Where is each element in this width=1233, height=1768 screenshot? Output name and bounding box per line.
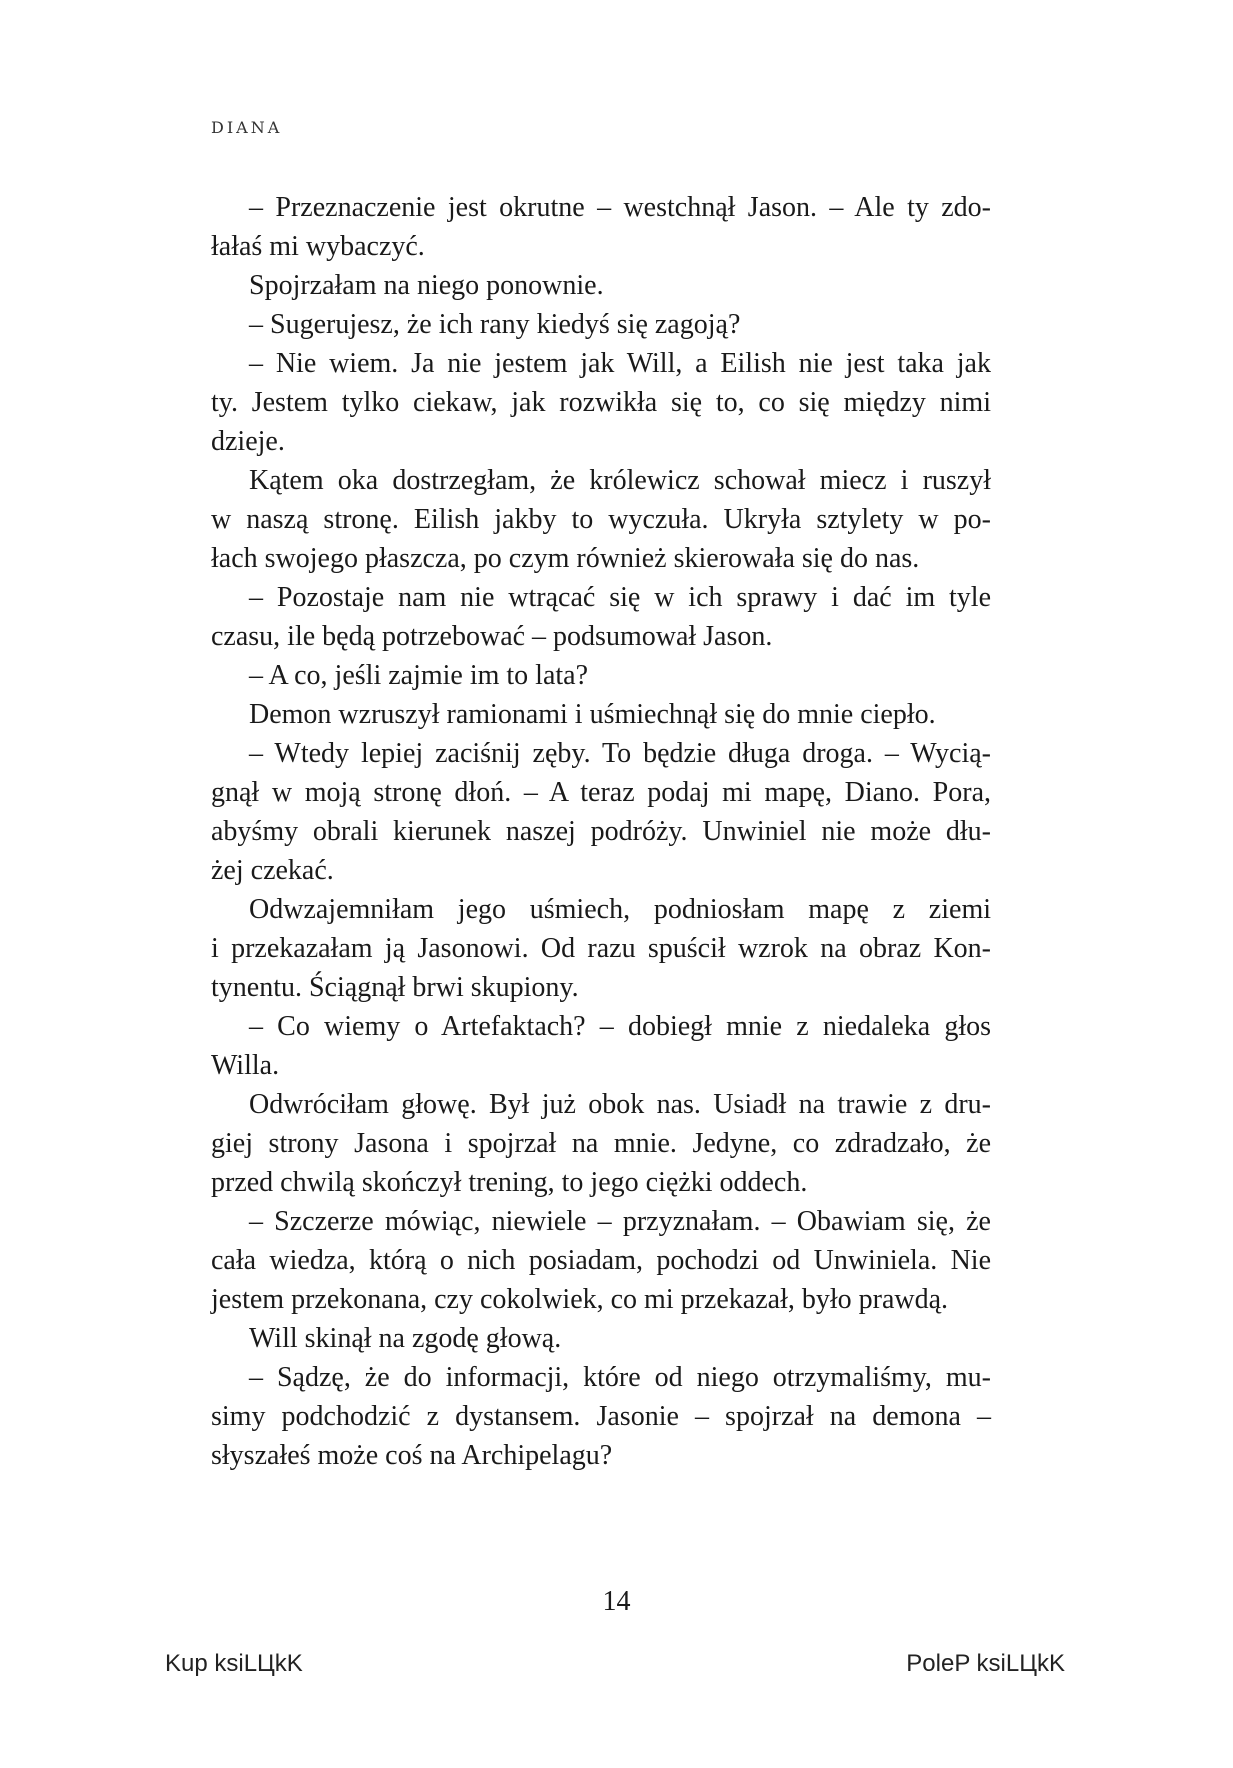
text-line: czasu, ile będą potrzebować – podsumował Jason. — [211, 621, 773, 652]
text-line: cała wiedza, którą o nich posiadam, pochodzi od Unwiniela. Nie — [211, 1245, 991, 1276]
text-line: – Sądzę, że do informacji, które od niego otrzymaliśmy, mu- — [249, 1362, 991, 1393]
text-line: – Szczerze mówiąc, niewiele – przyznałam. – Obawiam się, że — [249, 1206, 991, 1237]
text-line: żej czekać. — [211, 855, 334, 886]
text-line: Demon wzruszył ramionami i uśmiechnął się do mnie ciepło. — [249, 699, 936, 730]
text-line: Spojrzałam na niego ponownie. — [249, 270, 604, 301]
text-line: – Pozostaje nam nie wtrącać się w ich sprawy i dać im tyle — [249, 582, 991, 613]
text-line: Will skinął na zgodę głową. — [249, 1323, 562, 1354]
buy-book-link[interactable]: Kup ksiLЦkK — [165, 1650, 303, 1677]
text-line: – Wtedy lepiej zaciśnij zęby. To będzie długa droga. – Wycią- — [249, 738, 991, 769]
text-line: abyśmy obrali kierunek naszej podróży. Unwiniel nie może dłu- — [211, 816, 991, 847]
body-text — [211, 188, 991, 1475]
text-line: i przekazałam ją Jasonowi. Od razu spuścił wzrok na obraz Kon- — [211, 933, 991, 964]
text-line: simy podchodzić z dystansem. Jasonie – spojrzał na demona – — [211, 1401, 991, 1432]
page-number: 14 — [602, 1586, 631, 1617]
text-line: Odwzajemniłam jego uśmiech, podniosłam mapę z ziemi — [249, 894, 991, 925]
text-line: słyszałeś może coś na Archipelagu? — [211, 1440, 613, 1471]
text-line: łałaś mi wybaczyć. — [211, 231, 425, 262]
text-line: Kątem oka dostrzegłam, że królewicz schował miecz i ruszył — [249, 465, 991, 496]
text-line: przed chwilą skończył trening, to jego ciężki oddech. — [211, 1167, 808, 1198]
text-line: – Nie wiem. Ja nie jestem jak Will, a Eilish nie jest taka jak — [249, 348, 991, 379]
text-line: gnął w moją stronę dłoń. – A teraz podaj mi mapę, Diano. Pora, — [211, 777, 991, 808]
text-line: – Przeznaczenie jest okrutne – westchnął Jason. – Ale ty zdo- — [249, 192, 991, 223]
text-line: dzieje. — [211, 426, 285, 457]
text-line: łach swojego płaszcza, po czym również skierowała się do nas. — [211, 543, 920, 574]
text-line: tynentu. Ściągnął brwi skupiony. — [211, 972, 579, 1003]
text-line: ty. Jestem tylko ciekaw, jak rozwikła się to, co się między nimi — [211, 387, 991, 418]
recommend-book-link[interactable]: PoleP ksiLЦkK — [906, 1650, 1065, 1677]
text-line: – A co, jeśli zajmie im to lata? — [249, 660, 589, 691]
text-line: Willa. — [211, 1050, 280, 1081]
text-line: jestem przekonana, czy cokolwiek, co mi przekazał, było prawdą. — [211, 1284, 949, 1315]
running-head: DIANA — [211, 118, 283, 137]
text-line: Odwróciłam głowę. Był już obok nas. Usiadł na trawie z dru- — [249, 1089, 991, 1120]
text-line: – Co wiemy o Artefaktach? – dobiegł mnie z niedaleka głos — [249, 1011, 991, 1042]
text-line: w naszą stronę. Eilish jakby to wyczuła. Ukryła sztylety w po- — [211, 504, 991, 535]
text-line: giej strony Jasona i spojrzał na mnie. Jedyne, co zdradzało, że — [211, 1128, 991, 1159]
text-line: – Sugerujesz, że ich rany kiedyś się zagoją? — [249, 309, 741, 340]
